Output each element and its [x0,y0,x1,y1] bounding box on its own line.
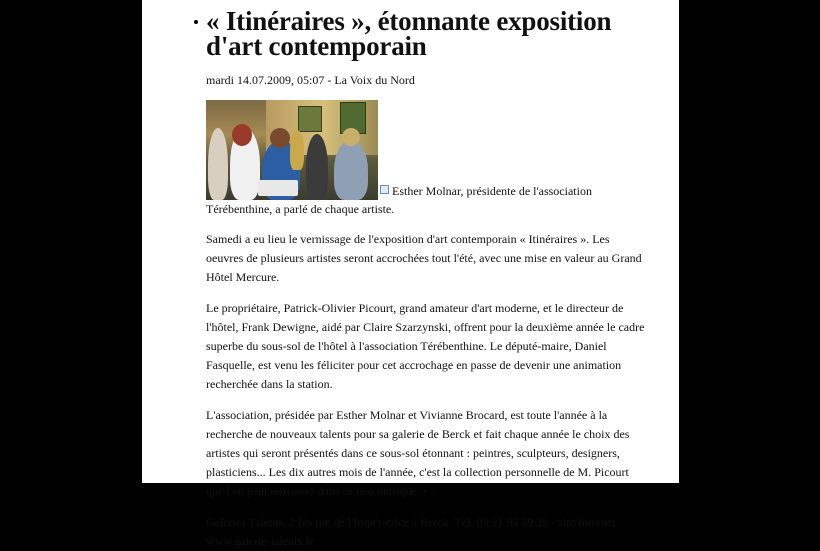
article-paragraph-3: L'association, présidée par Esther Molnar et Vivianne Brocard, est toute l'année à la recherche de nouveaux talents pour sa galerie de Berck et fait chaque année le choix des artistes qui seront présentés dans ce sous-sol étonnant : peintres, sculpteurs, designers, plasticiens... Les dix autres mois de l'année, c'est la collection personnelle de M. Picourt que l'on peut retrouver dans ce lieu onirique. • > [206,408,630,498]
article-title: « Itinéraires », étonnante exposition d'art contemporain [206,6,612,61]
article-paragraph-1: Samedi a eu lieu le vernissage de l'exposition d'art contemporain « Itinéraires ». Les oeuvres de plusieurs artistes seront accrochées tout l'été, avec une mise en valeur au Grand Hôtel Mercure. [206,232,642,284]
title-bullet [194,20,198,24]
article-content [206,0,646,551]
article-dateline: mardi 14.07.2009, 05:07 - La Voix du Nord [206,73,415,87]
caption-icon [380,185,389,194]
photo-caption: Esther Molnar, présidente de l'association Térébenthine, a parlé de chaque artiste. [206,184,592,216]
article-photo[interactable] [206,100,378,200]
article-paragraph-4: Galeries Talents, 2 bis rue de l'Impératrice à Berck. Tél. 03 21 94 59 28 - site Internet www.galerie-talents.fr [206,515,616,548]
photo-block [206,100,646,218]
article-paragraph-2: Le propriétaire, Patrick-Olivier Picourt, grand amateur d'art moderne, et le directeur de l'hôtel, Frank Dewigne, aidé par Claire Szarzynski, offrent pour la deuxième année le cadre superbe du sous-sol de l'hôtel à l'association Térébenthine. Le député-maire, Daniel Fasquelle, est venu les féliciter pour cet accrochage en passe de devenir une animation recherchée dans la station. [206,301,645,391]
article-page [142,0,679,548]
